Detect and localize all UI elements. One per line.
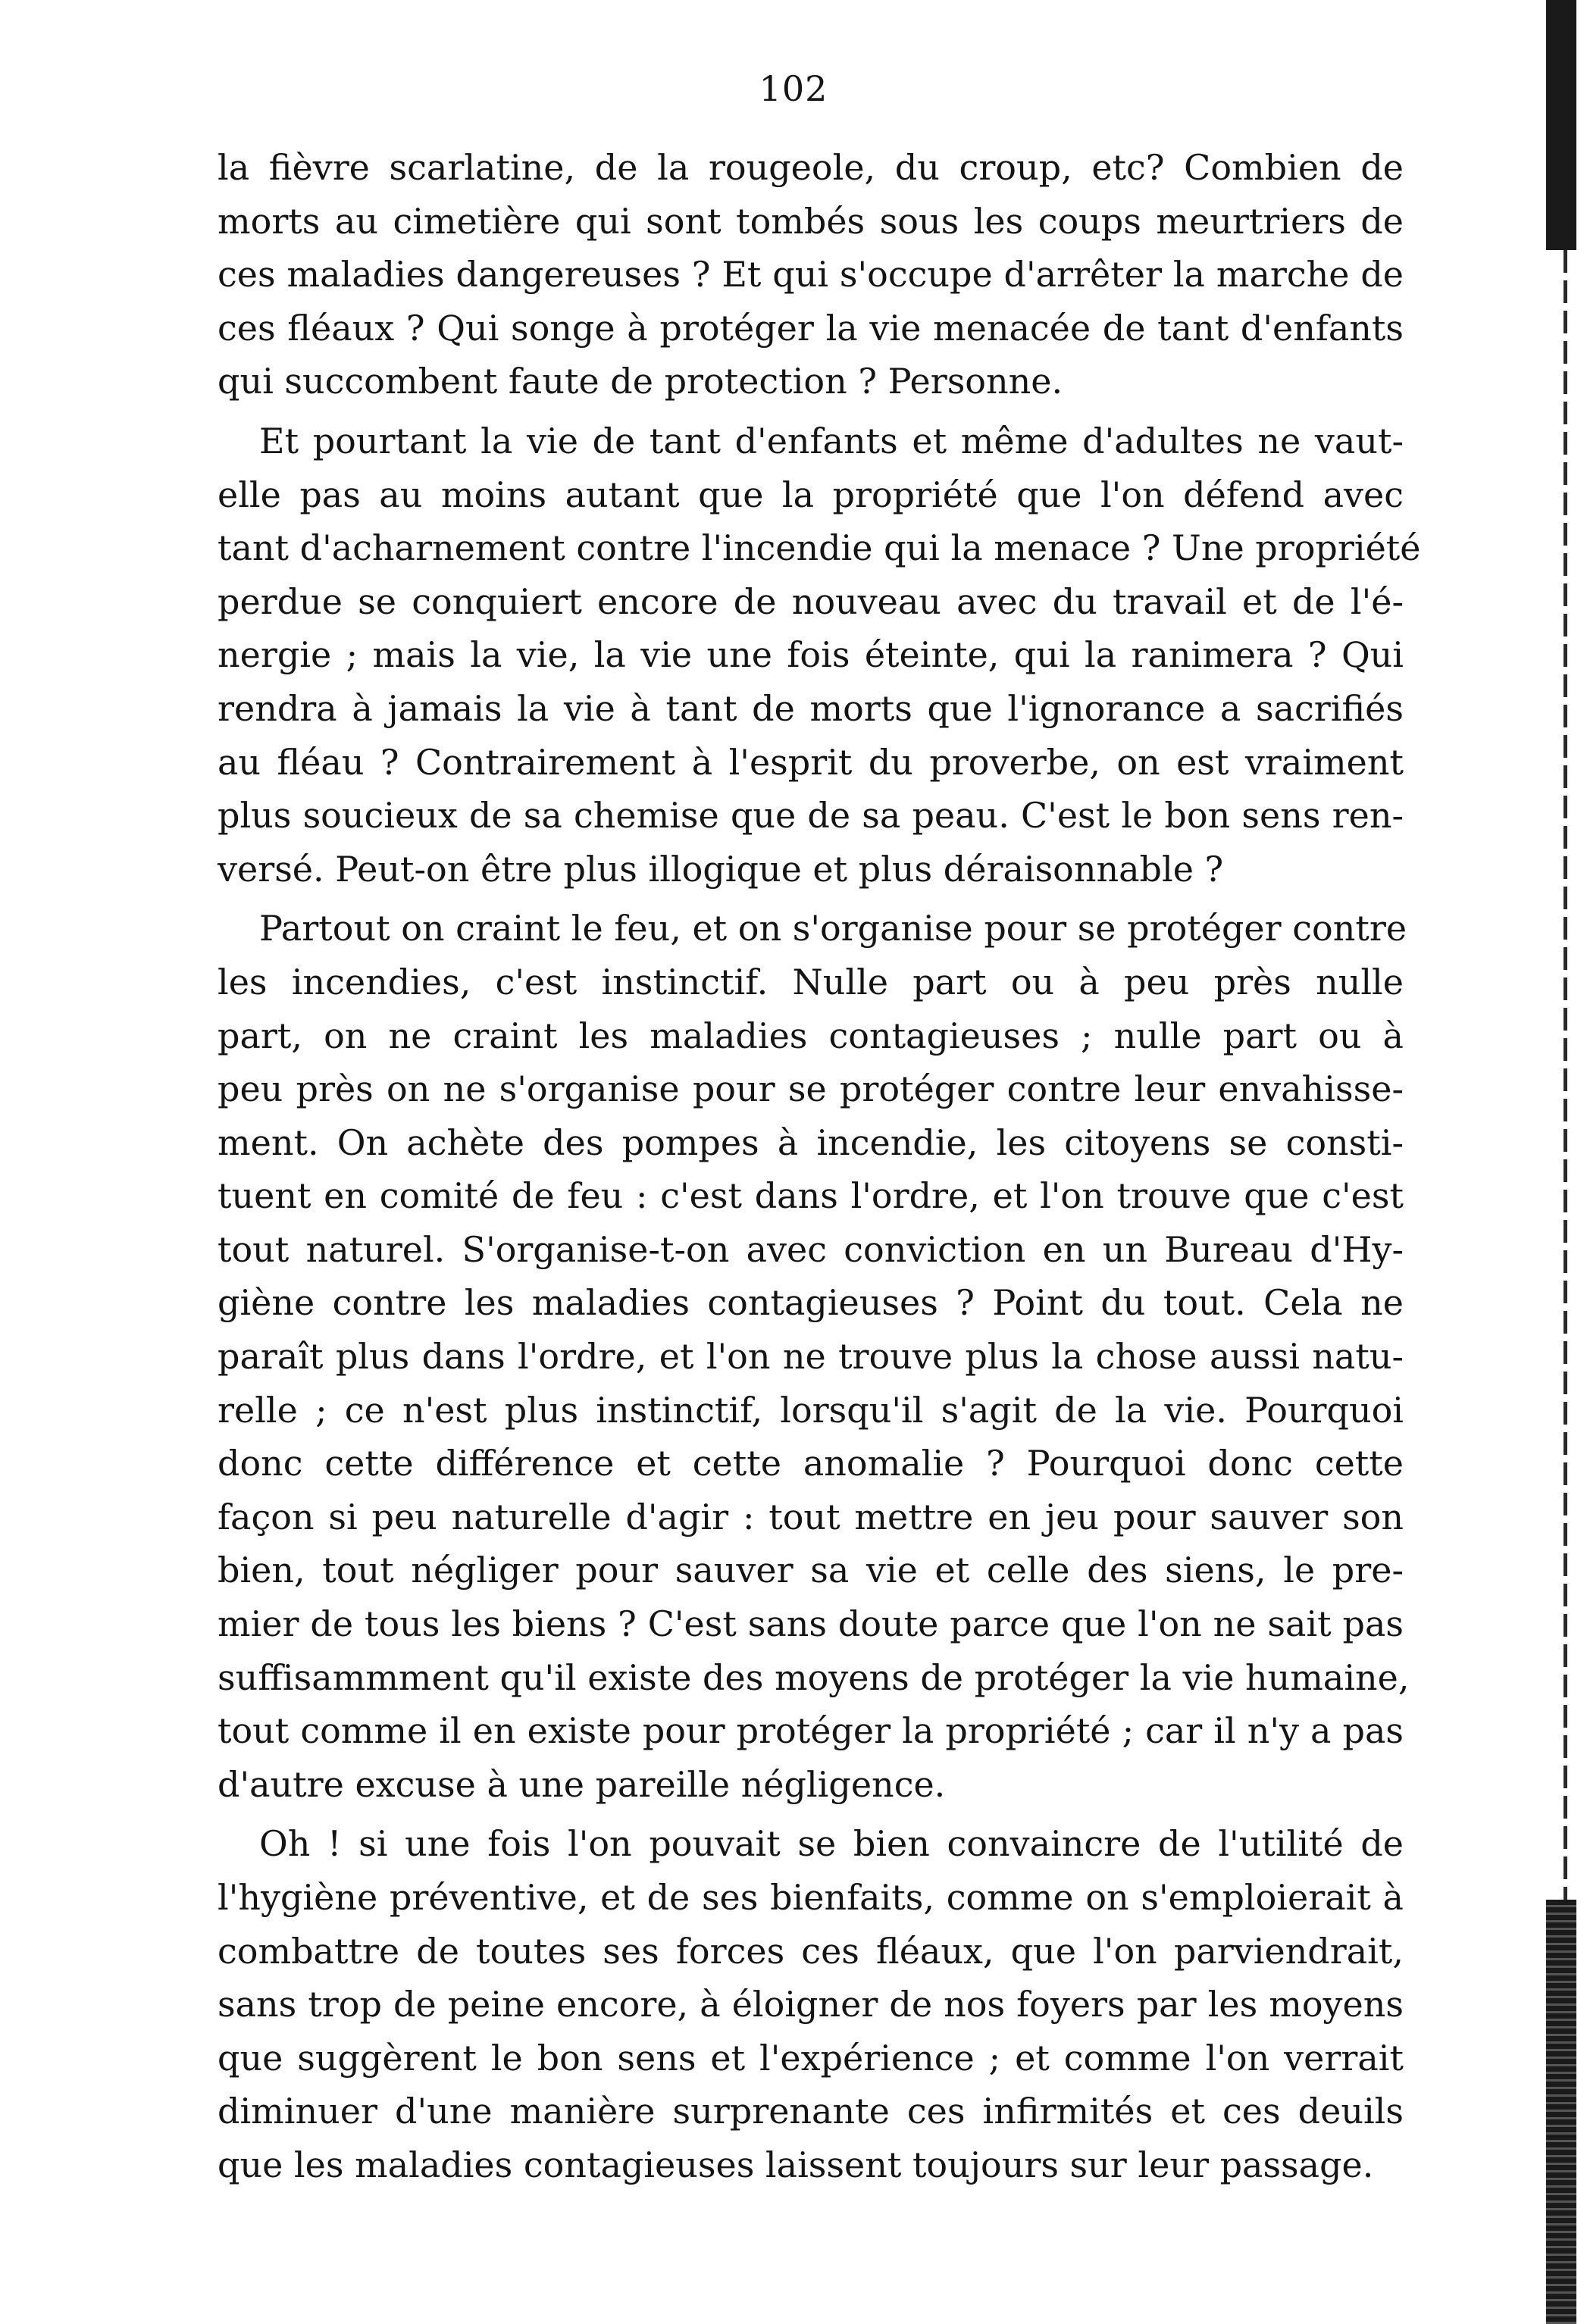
body-text bbox=[218, 141, 1421, 2192]
text-line: part, on ne craint les maladies contagieuses ; nulle part ou à bbox=[218, 1015, 1404, 1056]
text-line: tant d'acharnement contre l'incendie qui la menace ? Une propriété bbox=[218, 527, 1421, 569]
text-line: nergie ; mais la vie, la vie une fois éteinte, qui la ranimera ? Qui bbox=[218, 634, 1404, 676]
text-line: ment. On achète des pompes à incendie, les citoyens se consti- bbox=[218, 1121, 1404, 1163]
text-line: rendra à jamais la vie à tant de morts que l'ignorance a sacrifiés bbox=[218, 687, 1404, 729]
text-line: ces maladies dangereuses ? Et qui s'occupe d'arrêter la marche de bbox=[218, 254, 1404, 296]
text-line: au fléau ? Contrairement à l'esprit du proverbe, on est vraiment bbox=[218, 741, 1404, 783]
page-edge-bottom-shadow bbox=[1546, 1900, 1576, 2324]
page-edge-top-shadow bbox=[1546, 0, 1576, 250]
text-line: bien, tout négliger pour sauver sa vie et celle des siens, le pre- bbox=[218, 1550, 1404, 1591]
text-line: tout comme il en existe pour protéger la propriété ; car il n'y a pas bbox=[218, 1710, 1404, 1752]
text-line: versé. Peut-on être plus illogique et plus déraisonnable ? bbox=[218, 848, 1224, 890]
text-line: tout naturel. S'organise-t-on avec conviction en un Bureau d'Hy- bbox=[218, 1228, 1404, 1270]
text-line: donc cette différence et cette anomalie ? Pourquoi donc cette bbox=[218, 1443, 1404, 1484]
text-line: morts au cimetière qui sont tombés sous les coups meurtriers de bbox=[218, 200, 1404, 242]
paragraph bbox=[218, 902, 1410, 1811]
text-line: plus soucieux de sa chemise que de sa peau. C'est le bon sens ren- bbox=[218, 795, 1404, 837]
text-line: ces fléaux ? Qui songe à protéger la vie menacée de tant d'enfants bbox=[218, 307, 1404, 349]
text-line: sans trop de peine encore, à éloigner de nos foyers par les moyens bbox=[218, 1984, 1404, 2025]
text-line: d'autre excuse à une pareille négligence. bbox=[218, 1763, 946, 1805]
text-line: que les maladies contagieuses laissent toujours sur leur passage. bbox=[218, 2144, 1374, 2185]
paragraph-gap bbox=[218, 896, 1404, 902]
page-edge-binding-line bbox=[1564, 250, 1567, 1902]
text-line: diminuer d'une manière surprenante ces infirmités et ces deuils bbox=[218, 2091, 1404, 2132]
paragraph bbox=[218, 1817, 1404, 2191]
paragraph-gap bbox=[218, 1811, 1404, 1817]
text-line: Et pourtant la vie de tant d'enfants et même d'adultes ne vaut- bbox=[259, 420, 1404, 461]
text-line: elle pas au moins autant que la propriété que l'on défend avec bbox=[218, 474, 1404, 515]
text-line: que suggèrent le bon sens et l'expérience ; et comme l'on verrait bbox=[218, 2037, 1404, 2078]
paragraph-gap bbox=[218, 408, 1404, 414]
text-line: façon si peu naturelle d'agir : tout mettre en jeu pour sauver son bbox=[218, 1496, 1404, 1537]
page-number: 102 bbox=[759, 68, 828, 109]
text-line: mier de tous les biens ? C'est sans doute parce que l'on ne sait pas bbox=[218, 1603, 1404, 1645]
text-line: paraît plus dans l'ordre, et l'on ne trouve plus la chose aussi natu- bbox=[218, 1336, 1404, 1378]
text-line: Partout on craint le feu, et on s'organise pour se protéger contre bbox=[259, 908, 1407, 949]
text-line: suffisammment qu'il existe des moyens de protéger la vie humaine, bbox=[218, 1656, 1410, 1698]
paragraph bbox=[218, 141, 1404, 408]
text-line: qui succombent faute de protection ? Personne. bbox=[218, 361, 1063, 402]
text-line: la fièvre scarlatine, de la rougeole, du croup, etc? Combien de bbox=[218, 147, 1404, 188]
text-line: perdue se conquiert encore de nouveau avec du travail et de l'é- bbox=[218, 580, 1404, 622]
text-line: peu près on ne s'organise pour se protéger contre leur envahisse- bbox=[218, 1068, 1404, 1110]
text-line: Oh ! si une fois l'on pouvait se bien convaincre de l'utilité de bbox=[259, 1823, 1404, 1865]
text-line: giène contre les maladies contagieuses ? Point du tout. Cela ne bbox=[218, 1282, 1404, 1324]
text-line: combattre de toutes ses forces ces fléaux, que l'on parviendrait, bbox=[218, 1930, 1404, 1972]
paragraph bbox=[218, 414, 1421, 896]
page-edge-scan-artifact bbox=[1534, 0, 1587, 2324]
text-line: l'hygiène préventive, et de ses bienfaits, comme on s'emploierait à bbox=[218, 1877, 1404, 1918]
text-line: relle ; ce n'est plus instinctif, lorsqu'il s'agit de la vie. Pourquoi bbox=[218, 1389, 1404, 1431]
text-line: tuent en comité de feu : c'est dans l'ordre, et l'on trouve que c'est bbox=[218, 1175, 1404, 1217]
text-line: les incendies, c'est instinctif. Nulle part ou à peu près nulle bbox=[218, 961, 1404, 1002]
